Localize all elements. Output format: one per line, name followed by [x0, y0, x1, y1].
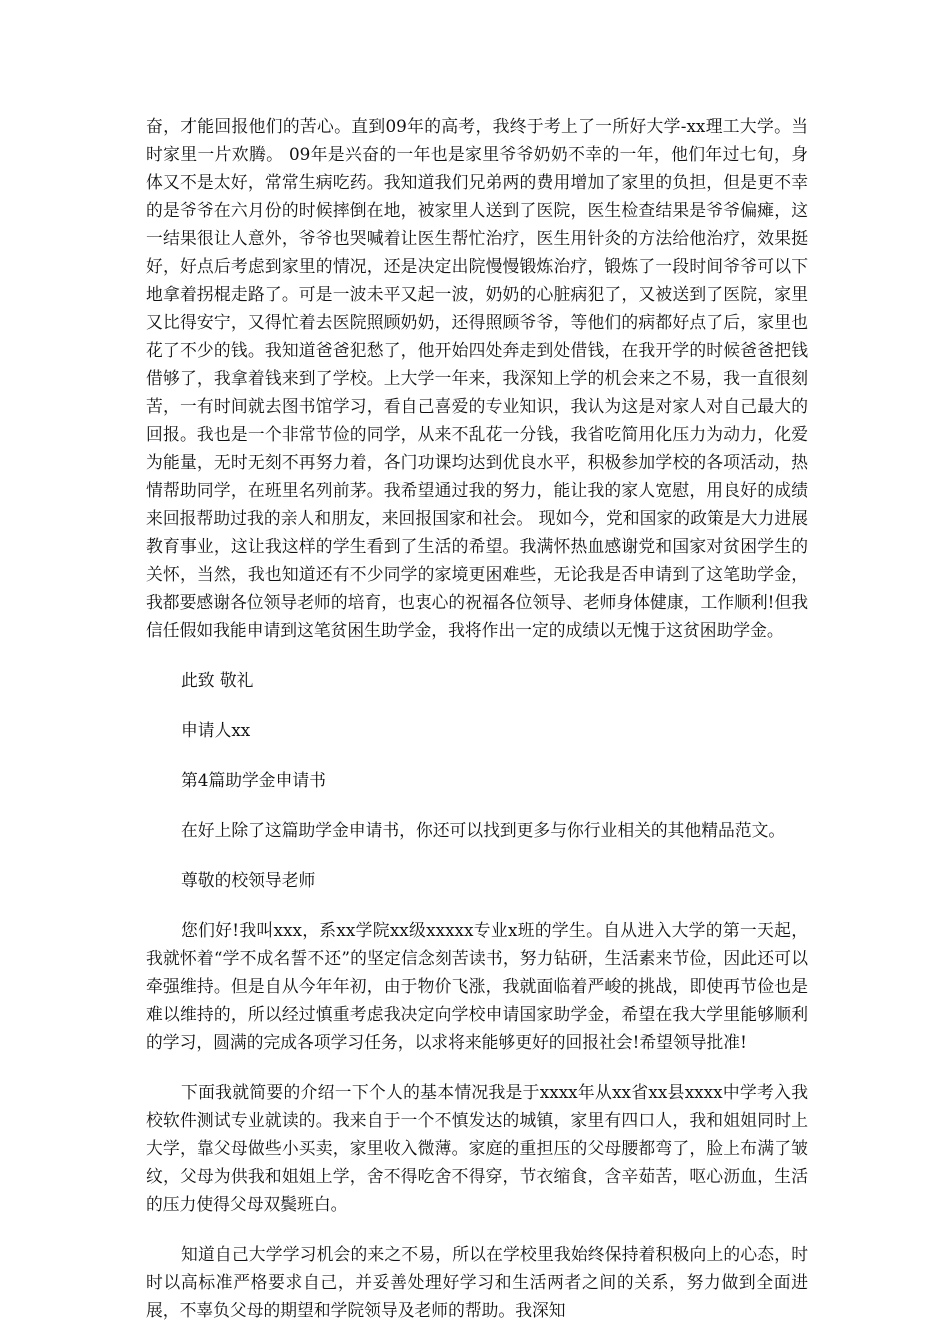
paragraph-background: 下面我就简要的介绍一下个人的基本情况我是于xxxx年从xx省xx县xxxx中学考入我校软件测试专业就读的。我来自于一个不慎发达的城镇，家里有四口人，我和姐姐同时上大学，靠父母做些小买卖，家里收入微薄。家庭的重担压的父母腰都弯了，脸上布满了皱纹，父母为供我和姐姐上学，舍不得吃舍不得穿，节衣缩食，含辛茹苦，呕心沥血，生活的压力使得父母双鬓班白。 [146, 1082, 808, 1214]
letter-greeting: 尊敬的校领导老师 [181, 870, 316, 890]
paragraph-study-attitude: 知道自己大学学习机会的来之不易，所以在学校里我始终保持着积极向上的心态，时时以高标准严格要求自己，并妥善处理好学习和生活两者之间的关系，努力做到全面进展，不辜负父母的期望和学院领导及老师的帮助。我深知 [146, 1244, 808, 1320]
section-heading: 第4篇助学金申请书 [181, 770, 326, 790]
closing-salutation: 此致 敬礼 [181, 670, 254, 690]
applicant-signature: 申请人xx [181, 720, 251, 740]
paragraph-self-introduction: 您们好!我叫xxx，系xx学院xx级xxxxx专业x班的学生。自从进入大学的第一天起，我就怀着“学不成名誓不还”的坚定信念刻苦读书，努力钻研，生活素来节俭，因此还可以牵强维持。但是自从今年年初，由于物价飞涨，我就面临着严峻的挑战，即使再节俭也是难以维持的，所以经过慎重考虑我决定向学校申请国家助学金，希望在我大学里能够顺利的学习，圆满的完成各项学习任务，以求将来能够更好的回报社会!希望领导批准! [146, 920, 808, 1052]
paragraph-family-story: 奋，才能回报他们的苦心。直到09年的高考，我终于考上了一所好大学-xx理工大学。当时家里一片欢腾。 09年是兴奋的一年也是家里爷爷奶奶不幸的一年，他们年过七旬，身体又不是太好，常常生病吃药。我知道我们兄弟两的费用增加了家里的负担，但是更不幸的是爷爷在六月份的时候摔倒在地，被家里人送到了医院，医生检查结果是爷爷偏瘫，这一结果很让人意外，爷爷也哭喊着让医生帮忙治疗，医生用针灸的方法给他治疗，效果挺好，好点后考虑到家里的情况，还是决定出院慢慢锻炼治疗，锻炼了一段时间爷爷可以下地拿着拐棍走路了。可是一波未平又起一波，奶奶的心脏病犯了，又被送到了医院，家里又比得安宁，又得忙着去医院照顾奶奶，还得照顾爷爷，等他们的病都好点了后，家里也花了不少的钱。我知道爸爸犯愁了，他开始四处奔走到处借钱，在我开学的时候爸爸把钱借够了，我拿着钱来到了学校。上大学一年来，我深知上学的机会来之不易，我一直很刻苦，一有时间就去图书馆学习，看自己喜爱的专业知识，我认为这是对家人对自己最大的回报。我也是一个非常节俭的同学，从来不乱花一分钱，我省吃简用化压力为动力，化爱为能量，无时无刻不再努力着，各门功课均达到优良水平，积极参加学校的各项活动，热情帮助同学，在班里名列前茅。我希望通过我的努力，能让我的家人宽慰，用良好的成绩来回报帮助过我的亲人和朋友，来回报国家和社会。 现如今，党和国家的政策是大力进展教育事业，这让我这样的学生看到了生活的希望。我满怀热血感谢党和国家对贫困学生的关怀，当然，我也知道还有不少同学的家境更困难些，无论我是否申请到了这笔助学金，我都要感谢各位领导老师的培育，也衷心的祝福各位领导、老师身体健康，工作顺利!但我信任假如我能申请到这笔贫困生助学金，我将作出一定的成绩以无愧于这贫困助学金。 [146, 116, 808, 640]
intro-note: 在好上除了这篇助学金申请书，你还可以找到更多与你行业相关的其他精品范文。 [181, 820, 786, 840]
document-page [146, 112, 808, 1324]
